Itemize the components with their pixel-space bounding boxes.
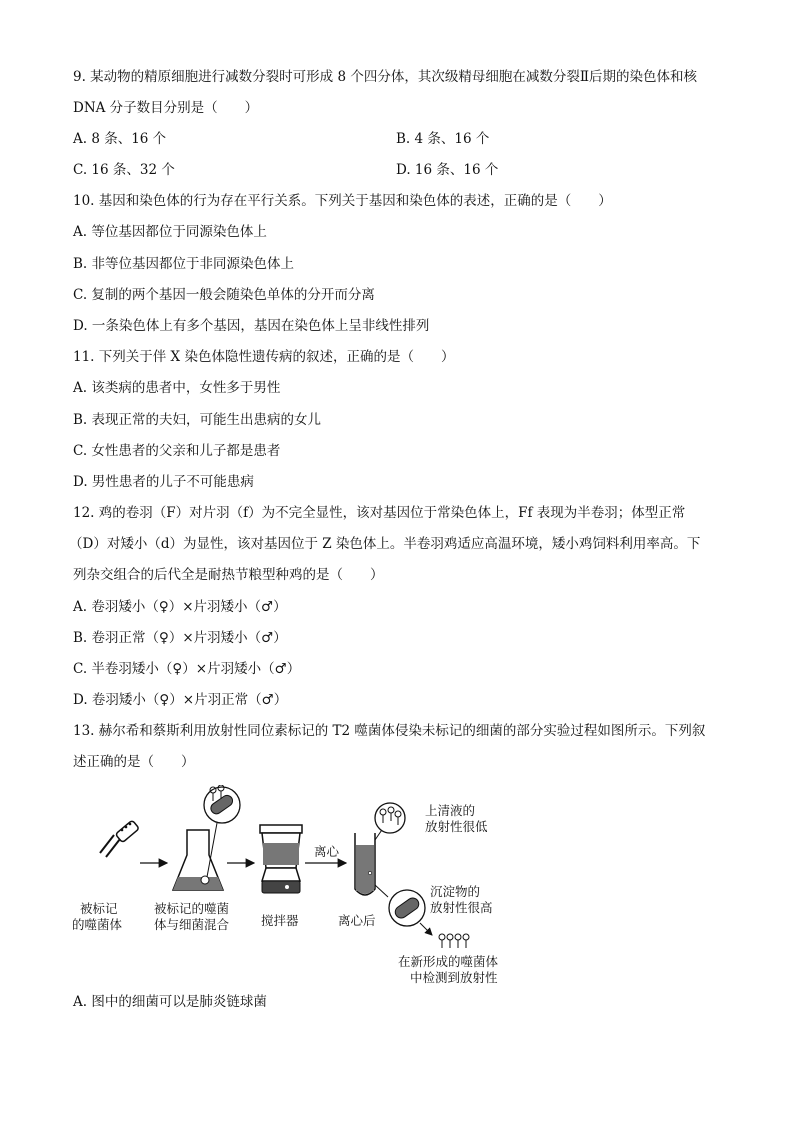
label-phage-1: 被标记 [80,901,118,916]
q12-stem-line1: 12. 鸡的卷羽（F）对片羽（f）为不完全显性，该对基因位于常染色体上，Ff 表现为半卷羽；体型正常 [73,505,686,521]
q13-stem-line2: 述正确的是（ ） [73,754,195,770]
test-tube-icon [355,833,375,895]
q11-stem: 11. 下列关于伴 X 染色体隐性遗传病的叙述，正确的是（ ） [73,349,455,365]
q12-option-b: B. 卷羽正常（♀）×片羽矮小（♂） [73,630,287,646]
label-phage-2: 的噬菌体 [72,917,123,932]
q10-option-c: C. 复制的两个基因一般会随染色单体的分开而分离 [73,287,375,303]
q10-option-a: A. 等位基因都位于同源染色体上 [73,224,267,240]
label-sed-2: 放射性很高 [430,900,493,915]
sediment-zoom-icon [389,890,425,926]
q10-stem: 10. 基因和染色体的行为存在平行关系。下列关于基因和染色体的表述，正确的是（ ） [73,193,612,209]
q9-stem-line2: DNA 分子数目分别是（ ） [73,100,259,116]
q11-option-c: C. 女性患者的父亲和儿子都是患者 [73,443,281,459]
label-new-1: 在新形成的噬菌体 [398,954,499,969]
q12-stem-line2: （D）对矮小（d）为显性，该对基因位于 Z 染色体上。半卷羽鸡适应高温环境，矮小鸡饲料利用率高。下 [69,536,701,552]
label-super-1: 上清液的 [425,803,476,818]
q11-option-d: D. 男性患者的儿子不可能患病 [73,474,254,490]
q13-option-a: A. 图中的细菌可以是肺炎链球菌 [73,994,267,1010]
label-mix-1: 被标记的噬菌 [154,901,230,916]
q9-option-a: A. 8 条、16 个 [73,131,167,147]
label-new-2: 中检测到放射性 [410,970,498,985]
q9-option-b: B. 4 条、16 个 [396,131,490,147]
q12-stem-line3: 列杂交组合的后代全是耐热节粮型种鸡的是（ ） [73,567,384,583]
q10-option-d: D. 一条染色体上有多个基因，基因在染色体上呈非线性排列 [73,318,430,334]
q13-stem-line1: 13. 赫尔希和蔡斯利用放射性同位素标记的 T2 噬菌体侵染未标记的细菌的部分实验过程如图所示。下列叙 [73,723,706,739]
experiment-figure [70,785,540,985]
supernatant-zoom-icon [375,803,405,833]
label-stirrer: 搅拌器 [261,913,299,928]
bacterium-zoom-icon [204,785,240,823]
line-sediment [375,885,388,897]
labeled-phage-icon [100,820,139,857]
q11-option-b: B. 表现正常的夫妇，可能生出患病的女儿 [73,412,322,428]
stirrer-icon [260,825,302,893]
q12-option-d: D. 卷羽矮小（♀）×片羽正常（♂） [73,692,288,708]
q12-option-a: A. 卷羽矮小（♀）×片羽矮小（♂） [73,599,287,615]
q10-option-b: B. 非等位基因都位于非同源染色体上 [73,256,295,272]
flask-icon [173,823,223,890]
new-phages-icon [439,934,469,948]
label-centrifuge: 离心 [314,844,340,859]
q9-option-c: C. 16 条、32 个 [73,162,175,178]
label-after: 离心后 [338,913,376,928]
label-sed-1: 沉淀物的 [430,884,481,899]
q9-stem-line1: 9. 某动物的精原细胞进行减数分裂时可形成 8 个四分体，其次级精母细胞在减数分裂Ⅱ后期的染色体和核 [73,69,698,85]
label-mix-2: 体与细菌混合 [154,917,230,932]
q9-option-d: D. 16 条、16 个 [396,162,499,178]
label-super-2: 放射性很低 [425,819,488,834]
arrow-new [420,923,432,935]
q12-option-c: C. 半卷羽矮小（♀）×片羽矮小（♂） [73,661,301,677]
q11-option-a: A. 该类病的患者中，女性多于男性 [73,380,281,396]
